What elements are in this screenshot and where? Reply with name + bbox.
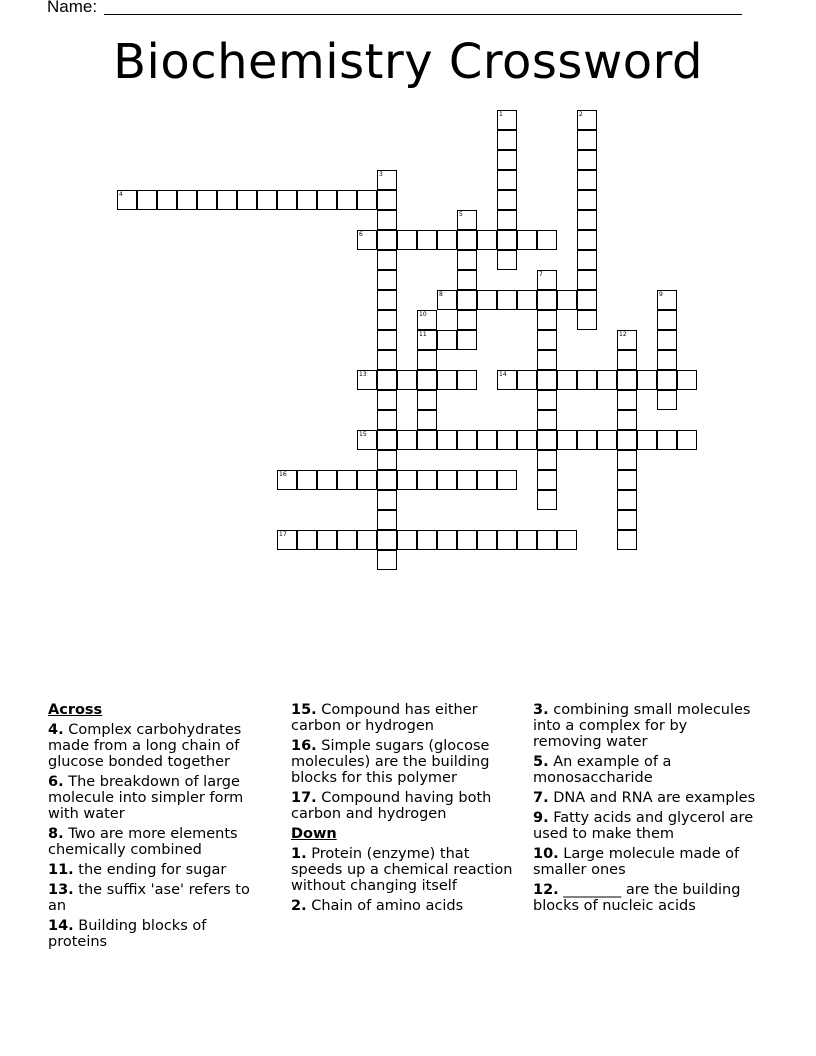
cell-number: 5 (459, 211, 463, 218)
grid-cell[interactable] (237, 190, 257, 210)
across-heading: Across (48, 702, 103, 718)
clues-column-1 (48, 702, 268, 954)
grid-cell[interactable] (457, 430, 477, 450)
down-clue (533, 754, 758, 786)
grid-cell[interactable] (437, 430, 457, 450)
clue-number: 5. (533, 754, 549, 770)
grid-cell[interactable] (377, 170, 397, 190)
grid-cell[interactable] (537, 390, 557, 410)
grid-cell[interactable] (577, 210, 597, 230)
clue-number: 13. (48, 882, 74, 898)
cell-number: 9 (659, 291, 663, 298)
grid-cell[interactable] (377, 510, 397, 530)
across-clue (291, 790, 521, 822)
clue-number: 15. (291, 702, 317, 718)
down-clue (533, 846, 758, 878)
grid-cell[interactable] (417, 430, 437, 450)
down-heading: Down (291, 826, 337, 842)
cell-number: 16 (279, 471, 287, 478)
grid-cell[interactable] (457, 230, 477, 250)
grid-cell[interactable] (537, 350, 557, 370)
grid-cell[interactable] (617, 330, 637, 350)
clue-text: An example of a monosaccharide (533, 754, 672, 786)
cell-number: 14 (499, 371, 507, 378)
cell-number: 2 (579, 111, 583, 118)
grid-cell[interactable] (397, 370, 417, 390)
grid-cell[interactable] (437, 530, 457, 550)
grid-cell[interactable] (537, 470, 557, 490)
clue-number: 2. (291, 898, 307, 914)
grid-cell[interactable] (257, 190, 277, 210)
grid-cell[interactable] (397, 530, 417, 550)
grid-cell[interactable] (497, 210, 517, 230)
clue-text: the suffix 'ase' refers to an (48, 882, 250, 914)
clue-number: 16. (291, 738, 317, 754)
clues-column-2 (291, 702, 521, 918)
grid-cell[interactable] (377, 450, 397, 470)
clue-number: 14. (48, 918, 74, 934)
grid-cell[interactable] (497, 170, 517, 190)
down-clue (533, 810, 758, 842)
grid-cell[interactable] (377, 410, 397, 430)
grid-cell[interactable] (617, 470, 637, 490)
grid-cell[interactable] (197, 190, 217, 210)
across-clue (48, 774, 268, 822)
grid-cell[interactable] (377, 350, 397, 370)
grid-cell[interactable] (477, 530, 497, 550)
across-clue (48, 722, 268, 770)
grid-cell[interactable] (297, 190, 317, 210)
cell-number: 8 (439, 291, 443, 298)
grid-cell[interactable] (277, 470, 297, 490)
grid-cell[interactable] (457, 310, 477, 330)
down-clue (533, 882, 758, 914)
grid-cell[interactable] (277, 530, 297, 550)
name-label: Name: (47, 0, 98, 16)
grid-cell[interactable] (437, 290, 457, 310)
grid-cell[interactable] (277, 190, 297, 210)
grid-cell[interactable] (577, 190, 597, 210)
grid-cell[interactable] (397, 230, 417, 250)
grid-cell[interactable] (657, 290, 677, 310)
clue-text: Two are more elements chemically combined (48, 826, 238, 858)
clue-number: 10. (533, 846, 559, 862)
clue-number: 4. (48, 722, 64, 738)
across-clue (48, 826, 268, 858)
grid-cell[interactable] (637, 370, 657, 390)
grid-cell[interactable] (477, 470, 497, 490)
cell-number: 15 (359, 431, 367, 438)
down-clue (291, 846, 521, 894)
grid-cell[interactable] (457, 470, 477, 490)
down-clue (291, 898, 521, 914)
clue-text: Complex carbohydrates made from a long chain of glucose bonded together (48, 722, 242, 770)
across-clue (48, 862, 268, 878)
grid-cell[interactable] (457, 210, 477, 230)
clue-number: 7. (533, 790, 549, 806)
grid-cell[interactable] (417, 530, 437, 550)
grid-cell[interactable] (517, 230, 537, 250)
grid-cell[interactable] (537, 330, 557, 350)
grid-cell[interactable] (417, 470, 437, 490)
cell-number: 13 (359, 371, 367, 378)
grid-cell[interactable] (377, 530, 397, 550)
grid-cell[interactable] (397, 470, 417, 490)
grid-cell[interactable] (557, 430, 577, 450)
grid-cell[interactable] (657, 370, 677, 390)
grid-cell[interactable] (377, 490, 397, 510)
clue-text: the ending for sugar (73, 862, 227, 878)
grid-cell[interactable] (297, 530, 317, 550)
grid-cell[interactable] (377, 550, 397, 570)
grid-cell[interactable] (617, 430, 637, 450)
grid-cell[interactable] (657, 350, 677, 370)
clue-number: 17. (291, 790, 317, 806)
grid-cell[interactable] (577, 250, 597, 270)
grid-cell[interactable] (617, 410, 637, 430)
grid-cell[interactable] (417, 310, 437, 330)
grid-cell[interactable] (377, 210, 397, 230)
grid-cell[interactable] (537, 430, 557, 450)
grid-cell[interactable] (417, 390, 437, 410)
grid-cell[interactable] (577, 370, 597, 390)
grid-cell[interactable] (577, 310, 597, 330)
grid-cell[interactable] (177, 190, 197, 210)
grid-cell[interactable] (157, 190, 177, 210)
grid-cell[interactable] (497, 190, 517, 210)
clue-text: The breakdown of large molecule into simpler form with water (48, 774, 244, 822)
across-clue (48, 918, 268, 950)
grid-cell[interactable] (577, 130, 597, 150)
grid-cell[interactable] (657, 430, 677, 450)
grid-cell[interactable] (437, 370, 457, 390)
grid-cell[interactable] (517, 290, 537, 310)
grid-cell[interactable] (617, 510, 637, 530)
grid-cell[interactable] (397, 430, 417, 450)
grid-cell[interactable] (677, 430, 697, 450)
grid-cell[interactable] (497, 130, 517, 150)
grid-cell[interactable] (557, 370, 577, 390)
clue-number: 8. (48, 826, 64, 842)
grid-cell[interactable] (537, 530, 557, 550)
grid-cell[interactable] (497, 230, 517, 250)
grid-cell[interactable] (497, 530, 517, 550)
grid-cell[interactable] (617, 450, 637, 470)
grid-cell[interactable] (617, 490, 637, 510)
grid-cell[interactable] (357, 370, 377, 390)
clue-text: Building blocks of proteins (48, 918, 207, 950)
down-clue (533, 702, 758, 750)
grid-cell[interactable] (357, 430, 377, 450)
grid-cell[interactable] (517, 370, 537, 390)
grid-cell[interactable] (457, 330, 477, 350)
grid-cell[interactable] (577, 230, 597, 250)
grid-cell[interactable] (577, 150, 597, 170)
grid-cell[interactable] (417, 230, 437, 250)
page-title: Biochemistry Crossword (113, 34, 703, 90)
grid-cell[interactable] (377, 230, 397, 250)
grid-cell[interactable] (337, 470, 357, 490)
grid-cell[interactable] (377, 370, 397, 390)
grid-cell[interactable] (577, 170, 597, 190)
grid-cell[interactable] (357, 190, 377, 210)
grid-cell[interactable] (577, 290, 597, 310)
grid-cell[interactable] (357, 470, 377, 490)
grid-cell[interactable] (117, 190, 137, 210)
across-clue (48, 882, 268, 914)
grid-cell[interactable] (597, 370, 617, 390)
grid-cell[interactable] (617, 530, 637, 550)
grid-cell[interactable] (477, 430, 497, 450)
grid-cell[interactable] (497, 290, 517, 310)
grid-cell[interactable] (637, 430, 657, 450)
grid-cell[interactable] (377, 190, 397, 210)
across-clue (291, 702, 521, 734)
clue-number: 9. (533, 810, 549, 826)
grid-cell[interactable] (357, 230, 377, 250)
cell-number: 3 (379, 171, 383, 178)
clue-number: 3. (533, 702, 549, 718)
grid-cell[interactable] (377, 470, 397, 490)
cell-number: 10 (419, 311, 427, 318)
grid-cell[interactable] (617, 370, 637, 390)
grid-cell[interactable] (537, 450, 557, 470)
clue-text: Chain of amino acids (306, 898, 464, 914)
grid-cell[interactable] (657, 310, 677, 330)
grid-cell[interactable] (317, 470, 337, 490)
cell-number: 12 (619, 331, 627, 338)
grid-cell[interactable] (457, 250, 477, 270)
clue-number: 12. (533, 882, 559, 898)
grid-cell[interactable] (497, 150, 517, 170)
grid-cell[interactable] (377, 290, 397, 310)
grid-cell[interactable] (417, 350, 437, 370)
grid-cell[interactable] (657, 390, 677, 410)
grid-cell[interactable] (477, 230, 497, 250)
grid-cell[interactable] (437, 470, 457, 490)
grid-cell[interactable] (517, 430, 537, 450)
grid-cell[interactable] (337, 530, 357, 550)
cell-number: 1 (499, 111, 503, 118)
grid-cell[interactable] (377, 250, 397, 270)
grid-cell[interactable] (297, 470, 317, 490)
grid-cell[interactable] (557, 530, 577, 550)
grid-cell[interactable] (617, 350, 637, 370)
grid-cell[interactable] (537, 310, 557, 330)
grid-cell[interactable] (537, 370, 557, 390)
grid-cell[interactable] (137, 190, 157, 210)
grid-cell[interactable] (377, 270, 397, 290)
across-clue (291, 738, 521, 786)
grid-cell[interactable] (577, 110, 597, 130)
grid-cell[interactable] (217, 190, 237, 210)
grid-cell[interactable] (677, 370, 697, 390)
grid-cell[interactable] (597, 430, 617, 450)
cell-number: 17 (279, 531, 287, 538)
cell-number: 11 (419, 331, 427, 338)
grid-cell[interactable] (477, 290, 497, 310)
clue-text: Protein (enzyme) that speeds up a chemical reaction without changing itself (291, 846, 513, 894)
grid-cell[interactable] (537, 230, 557, 250)
grid-cell[interactable] (357, 530, 377, 550)
grid-cell[interactable] (457, 290, 477, 310)
grid-cell[interactable] (417, 330, 437, 350)
cell-number: 6 (359, 231, 363, 238)
clue-text: Compound has either carbon or hydrogen (291, 702, 478, 734)
grid-cell[interactable] (617, 390, 637, 410)
grid-cell[interactable] (457, 270, 477, 290)
grid-cell[interactable] (537, 270, 557, 290)
grid-cell[interactable] (377, 390, 397, 410)
clue-text: Fatty acids and glycerol are used to make them (533, 810, 754, 842)
clue-text: Compound having both carbon and hydrogen (291, 790, 492, 822)
grid-cell[interactable] (497, 470, 517, 490)
grid-cell[interactable] (377, 430, 397, 450)
clue-number: 11. (48, 862, 74, 878)
grid-cell[interactable] (437, 330, 457, 350)
clue-number: 1. (291, 846, 307, 862)
clue-text: ________ are the building blocks of nucleic acids (533, 882, 741, 914)
cell-number: 4 (119, 191, 123, 198)
grid-cell[interactable] (497, 430, 517, 450)
grid-cell[interactable] (377, 330, 397, 350)
clue-text: Large molecule made of smaller ones (533, 846, 740, 878)
grid-cell[interactable] (317, 190, 337, 210)
cell-number: 7 (539, 271, 543, 278)
grid-cell[interactable] (517, 530, 537, 550)
grid-cell[interactable] (337, 190, 357, 210)
grid-cell[interactable] (457, 530, 477, 550)
grid-cell[interactable] (457, 370, 477, 390)
grid-cell[interactable] (417, 370, 437, 390)
grid-cell[interactable] (657, 330, 677, 350)
grid-cell[interactable] (577, 270, 597, 290)
clue-text: combining small molecules into a complex for by removing water (533, 702, 751, 750)
grid-cell[interactable] (537, 410, 557, 430)
grid-cell[interactable] (497, 370, 517, 390)
grid-cell[interactable] (417, 410, 437, 430)
clue-text: DNA and RNA are examples (548, 790, 756, 806)
grid-cell[interactable] (537, 490, 557, 510)
grid-cell[interactable] (377, 310, 397, 330)
grid-cell[interactable] (317, 530, 337, 550)
clues-column-3 (533, 702, 758, 918)
grid-cell[interactable] (557, 290, 577, 310)
clue-number: 6. (48, 774, 64, 790)
grid-cell[interactable] (497, 110, 517, 130)
grid-cell[interactable] (537, 290, 557, 310)
grid-cell[interactable] (437, 230, 457, 250)
down-clue (533, 790, 758, 806)
grid-cell[interactable] (577, 430, 597, 450)
grid-cell[interactable] (497, 250, 517, 270)
clue-text: Simple sugars (glocose molecules) are the building blocks for this polymer (291, 738, 490, 786)
